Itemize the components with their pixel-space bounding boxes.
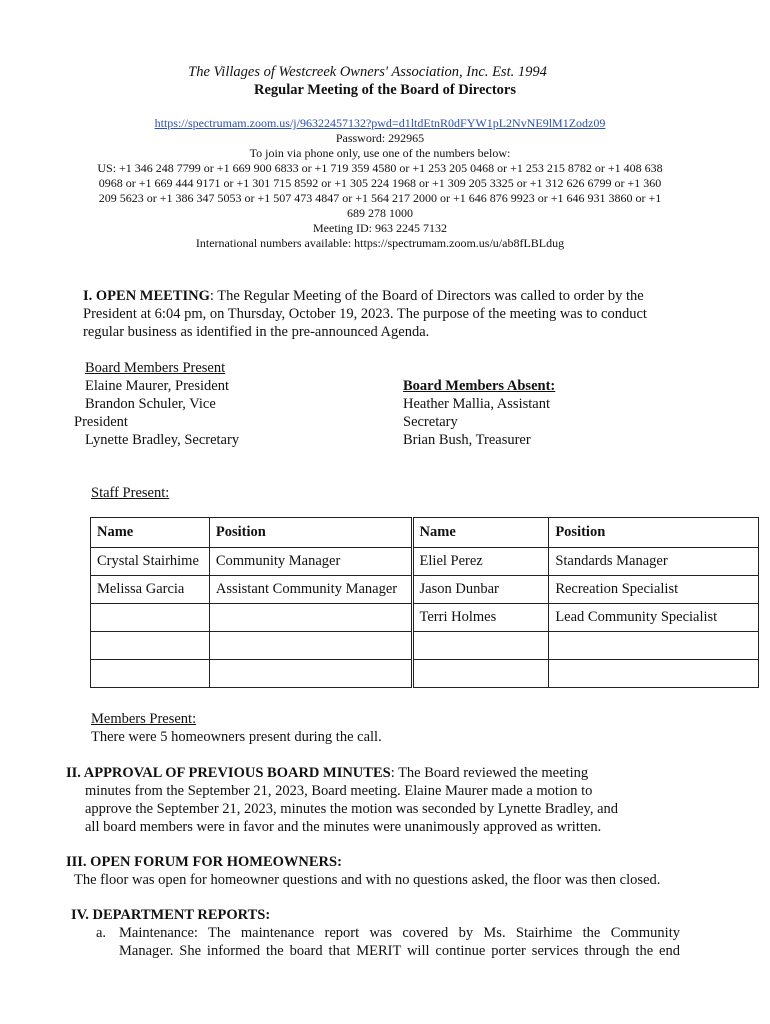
board-member: Brian Bush, Treasurer — [403, 432, 531, 448]
members-present — [91, 710, 382, 746]
board-present-title: Board Members Present — [85, 360, 226, 376]
section-heading: I. OPEN MEETING — [83, 288, 210, 304]
board-member: Secretary — [403, 414, 458, 430]
members-present-text: There were 5 homeowners present during the call. — [91, 729, 382, 745]
table-header: Position — [549, 518, 759, 548]
board-member: Brandon Schuler, Vice — [85, 396, 216, 412]
table-cell: Crystal Stairhime — [91, 548, 210, 576]
table-cell — [549, 660, 759, 688]
section-text: all board members were in favor and the minutes were unanimously approved as written. — [85, 819, 602, 835]
table-cell — [91, 660, 210, 688]
board-member: Lynette Bradley, Secretary — [85, 432, 240, 448]
zoom-info — [0, 116, 760, 251]
section-text: Maintenance: The maintenance report was covered by Ms. Stairhime the Community — [119, 925, 680, 941]
section-department-reports — [71, 906, 691, 924]
section-heading: II. APPROVAL OF PREVIOUS BOARD MINUTES — [66, 765, 391, 781]
phone-line: 209 5623 or +1 386 347 5053 or +1 507 473 4847 or +1 564 217 2000 or +1 646 876 9923 or +1 646 931 3860 or +1 — [98, 191, 662, 205]
section-heading: IV. DEPARTMENT REPORTS: — [71, 907, 271, 923]
section-text: : The Board reviewed the meeting — [390, 765, 589, 781]
table-cell: Jason Dunbar — [412, 576, 549, 604]
board-absent — [403, 377, 603, 449]
meeting-id: Meeting ID: 963 2245 7132 — [313, 221, 447, 235]
table-row — [91, 548, 759, 576]
section-open-meeting — [83, 287, 683, 341]
table-header: Name — [91, 518, 210, 548]
table-cell — [209, 632, 412, 660]
section-heading: III. OPEN FORUM FOR HOMEOWNERS: — [66, 854, 342, 870]
table-cell — [209, 660, 412, 688]
table-cell — [412, 660, 549, 688]
list-marker: a. — [96, 925, 107, 941]
table-cell: Eliel Perez — [412, 548, 549, 576]
section-text: President at 6:04 pm, on Thursday, October 19, 2023. The purpose of the meeting was to conduct — [83, 306, 647, 322]
zoom-password: Password: 292965 — [335, 131, 425, 145]
table-cell — [91, 632, 210, 660]
board-member: President — [74, 414, 128, 430]
table-row — [91, 632, 759, 660]
section-text: Manager. She informed the board that MERIT will continue porter services through the end — [119, 943, 680, 959]
maintenance-report — [119, 924, 680, 960]
table-cell: Standards Manager — [549, 548, 759, 576]
table-header: Name — [412, 518, 549, 548]
staff-present-title: Staff Present: — [91, 485, 170, 501]
table-cell — [91, 604, 210, 632]
table-cell — [549, 632, 759, 660]
table-row — [91, 660, 759, 688]
table-cell: Lead Community Specialist — [549, 604, 759, 632]
meeting-title: Regular Meeting of the Board of Directors — [253, 82, 516, 98]
section-approval-minutes — [66, 764, 686, 836]
phone-line: US: +1 346 248 7799 or +1 669 900 6833 or +1 719 359 4580 or +1 253 205 0468 or +1 253 215 8782 or +1 408 638 — [97, 161, 663, 175]
table-header: Position — [209, 518, 412, 548]
international-numbers: International numbers available: https://spectrumam.zoom.us/u/ab8fLBLdug — [195, 236, 565, 250]
board-member: Elaine Maurer, President — [85, 378, 229, 394]
board-present — [74, 359, 274, 449]
table-cell: Assistant Community Manager — [209, 576, 412, 604]
section-text: : The Regular Meeting of the Board of Directors was called to order by the — [209, 288, 644, 304]
table-header-row — [91, 518, 759, 548]
phone-line: 689 278 1000 — [347, 206, 413, 220]
table-cell: Recreation Specialist — [549, 576, 759, 604]
section-text: minutes from the September 21, 2023, Board meeting. Elaine Maurer made a motion to — [85, 783, 593, 799]
board-absent-title: Board Members Absent: — [403, 378, 556, 394]
table-cell — [412, 632, 549, 660]
phone-line: 0968 or +1 669 444 9171 or +1 301 715 8592 or +1 305 224 1968 or +1 309 205 3325 or +1 312 626 6799 or +1 360 — [98, 176, 662, 190]
staff-table — [90, 517, 759, 688]
members-present-title: Members Present: — [91, 711, 197, 727]
board-member: Heather Mallia, Assistant — [403, 396, 550, 412]
table-row — [91, 576, 759, 604]
table-row — [91, 604, 759, 632]
association-title: The Villages of Westcreek Owners' Association, Inc. Est. 1994 — [188, 64, 547, 80]
section-text: regular business as identified in the pre-announced Agenda. — [83, 324, 430, 340]
table-cell — [209, 604, 412, 632]
table-cell: Terri Holmes — [412, 604, 549, 632]
table-cell: Community Manager — [209, 548, 412, 576]
section-text: The floor was open for homeowner questions and with no questions asked, the floor was then closed. — [74, 872, 661, 888]
section-open-forum — [66, 853, 746, 889]
zoom-link[interactable]: https://spectrumam.zoom.us/j/96322457132?pwd=d1ltdEtnR0dFYW1pL2NvNE9lM1Zodz09 — [154, 116, 606, 130]
section-text: approve the September 21, 2023, minutes the motion was seconded by Lynette Bradley, and — [85, 801, 619, 817]
table-cell: Melissa Garcia — [91, 576, 210, 604]
phone-intro: To join via phone only, use one of the numbers below: — [249, 146, 511, 160]
